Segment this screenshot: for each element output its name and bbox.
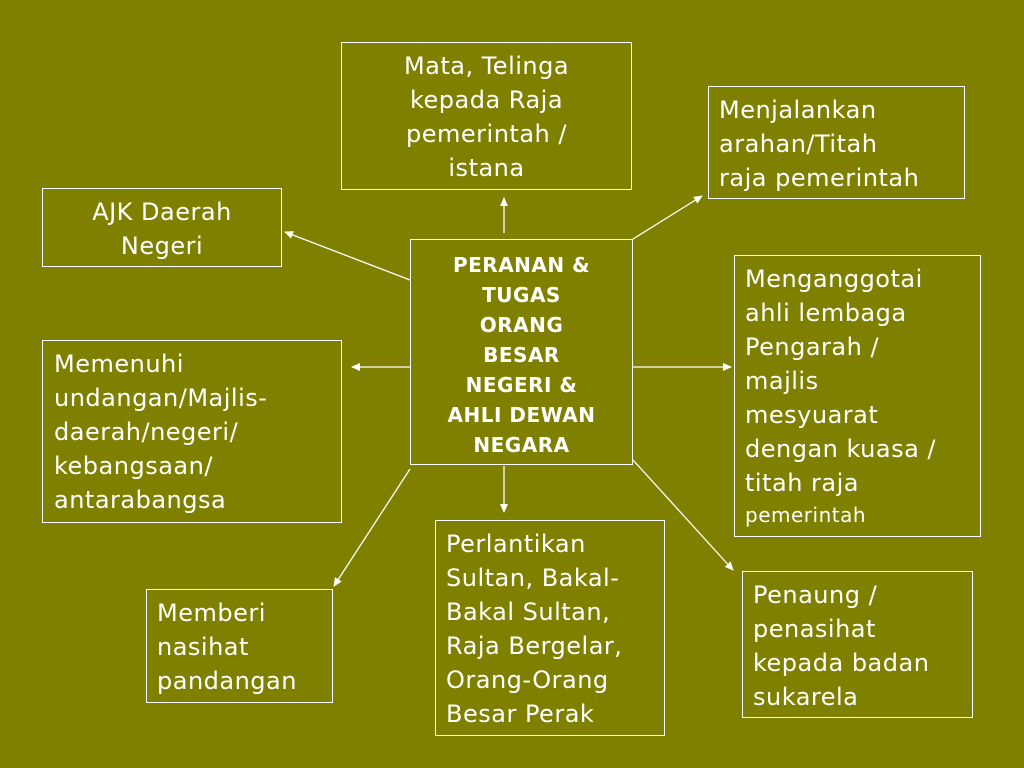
node-right-line: ahli lembaga: [745, 299, 907, 327]
node-bottom-left-line: pandangan: [157, 667, 297, 695]
node-top-right: [708, 86, 965, 199]
node-bottom-left-line: nasihat: [157, 633, 249, 661]
center-line: BESAR: [483, 343, 560, 367]
center-line: TUGAS: [482, 283, 561, 307]
node-top-line: Mata, Telinga: [403, 52, 570, 80]
center-line: ORANG: [479, 313, 564, 337]
node-top-right-line: raja pemerintah: [719, 164, 920, 192]
center-line: NEGERI &: [465, 373, 578, 397]
node-bottom-line: Sultan, Bakal-: [446, 564, 620, 592]
node-bottom-line: Orang-Orang: [446, 666, 609, 694]
center-line: PERANAN &: [452, 253, 591, 277]
arrow-to-top-left: [285, 232, 410, 280]
node-left: [42, 340, 342, 523]
node-right-line: titah raja: [745, 469, 859, 497]
node-bottom-line: Raja Bergelar,: [446, 632, 623, 660]
node-right-line: majlis: [745, 367, 819, 395]
node-top-right-line: arahan/Titah: [719, 130, 878, 158]
node-bottom-left-line: Memberi: [157, 599, 266, 627]
node-right-line: dengan kuasa /: [745, 435, 936, 463]
node-top: [341, 42, 632, 190]
arrow-to-bottom-left: [334, 469, 410, 586]
node-left-line: undangan/Majlis-: [54, 384, 268, 412]
node-bottom-right-line: sukarela: [753, 683, 859, 711]
node-bottom-right: [742, 571, 973, 718]
center-line: AHLI DEWAN: [447, 403, 596, 427]
node-bottom-right-line: Penaung /: [753, 581, 878, 609]
node-bottom-right-line: penasihat: [753, 615, 876, 643]
node-top-line: pemerintah /: [406, 120, 567, 148]
node-right-line: pemerintah: [745, 503, 867, 527]
node-bottom-line: Besar Perak: [446, 700, 595, 728]
node-left-line: Memenuhi: [54, 350, 184, 378]
node-top-left: [42, 188, 282, 267]
node-left-line: daerah/negeri/: [54, 418, 239, 446]
node-top-left-line: AJK Daerah: [92, 198, 232, 226]
node-right-line: Pengarah /: [745, 333, 880, 361]
center-hub-box: [410, 239, 633, 465]
node-left-line: kebangsaan/: [54, 452, 213, 480]
node-right: [734, 255, 981, 537]
node-right-line: mesyuarat: [745, 401, 879, 429]
node-bottom: [435, 520, 665, 736]
node-bottom-left: [146, 589, 333, 703]
node-bottom-line: Perlantikan: [446, 530, 586, 558]
node-top-left-line: Negeri: [120, 232, 204, 260]
node-right-line: Menganggotai: [745, 265, 923, 293]
center-line: NEGARA: [473, 433, 570, 457]
node-top-line: kepada Raja: [409, 86, 564, 114]
node-bottom-right-line: kepada badan: [753, 649, 930, 677]
node-left-line: antarabangsa: [54, 486, 227, 514]
node-top-right-line: Menjalankan: [719, 96, 877, 124]
arrow-to-top-right: [633, 196, 702, 239]
node-bottom-line: Bakal Sultan,: [446, 598, 611, 626]
node-top-line: istana: [448, 154, 525, 182]
